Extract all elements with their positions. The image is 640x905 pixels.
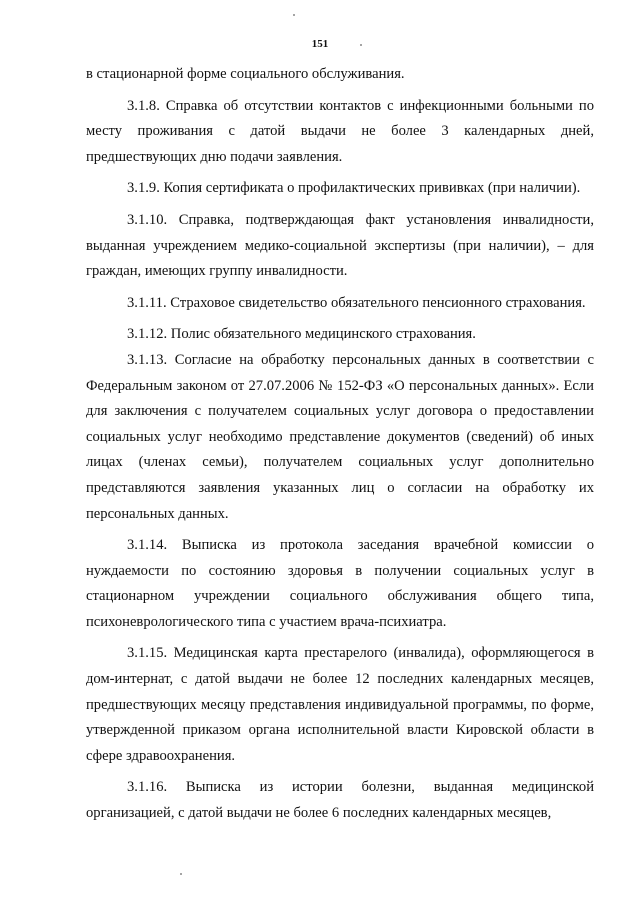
paragraph-3-1-14: 3.1.14. Выписка из протокола заседания врачебной комиссии о нуждаемости по состоянию здоровья в получении социальных услуг в стационарном учреждении социального обслуживания общего типа, психоневрологического типа с участием врача-психиатра. [86, 537, 594, 630]
paragraph-3-1-13: 3.1.13. Согласие на обработку персональных данных в соответствии с Федеральным законом от 27.07.2006 № 152-ФЗ «О персональных данных». Если для заключения с получателем социальных услуг договора о предоставлении социальных услуг необходимо представление документов (сведений) об иных лицах (членах семьи), получателем социальных услуг дополнительно представляются заявления указанных лиц о согласии на обработку их персональных данных. [86, 351, 594, 522]
page-number: 151 [311, 38, 329, 50]
paragraph-3-1-8: 3.1.8. Справка об отсутствии контактов с инфекционными больными по месту проживания с датой выдачи не более 3 календарных дней, предшествующих дню подачи заявления. [86, 97, 594, 165]
scan-speck [293, 14, 295, 16]
paragraph-3-1-11: 3.1.11. Страховое свидетельство обязательного пенсионного страхования. [127, 294, 586, 311]
paragraph-3-1-15: 3.1.15. Медицинская карта престарелого (инвалида), оформляющегося в дом-интернат, с датой выдачи не более 12 последних календарных месяцев, предшествующих месяцу представления индивидуальной программы, по форме, утвержденной приказом органа исполнительной власти Кировской области в сфере здравоохранения. [86, 645, 594, 764]
scan-speck [360, 44, 362, 46]
scan-speck [180, 873, 182, 875]
paragraph-3-1-12: 3.1.12. Полис обязательного медицинского страхования. [127, 326, 476, 343]
paragraph-3-1-9: 3.1.9. Копия сертификата о профилактических прививках (при наличии). [127, 180, 581, 197]
paragraph-3-1-16: 3.1.16. Выписка из истории болезни, выданная медицинской организацией, с датой выдачи не более 6 последних календарных месяцев, [86, 779, 594, 822]
document-body [86, 62, 594, 827]
paragraph-continuation: в стационарной форме социального обслуживания. [86, 66, 405, 82]
paragraph-3-1-10: 3.1.10. Справка, подтверждающая факт установления инвалидности, выданная учреждением медико-социальной экспертизы (при наличии), – для граждан, имеющих группу инвалидности. [86, 211, 594, 280]
